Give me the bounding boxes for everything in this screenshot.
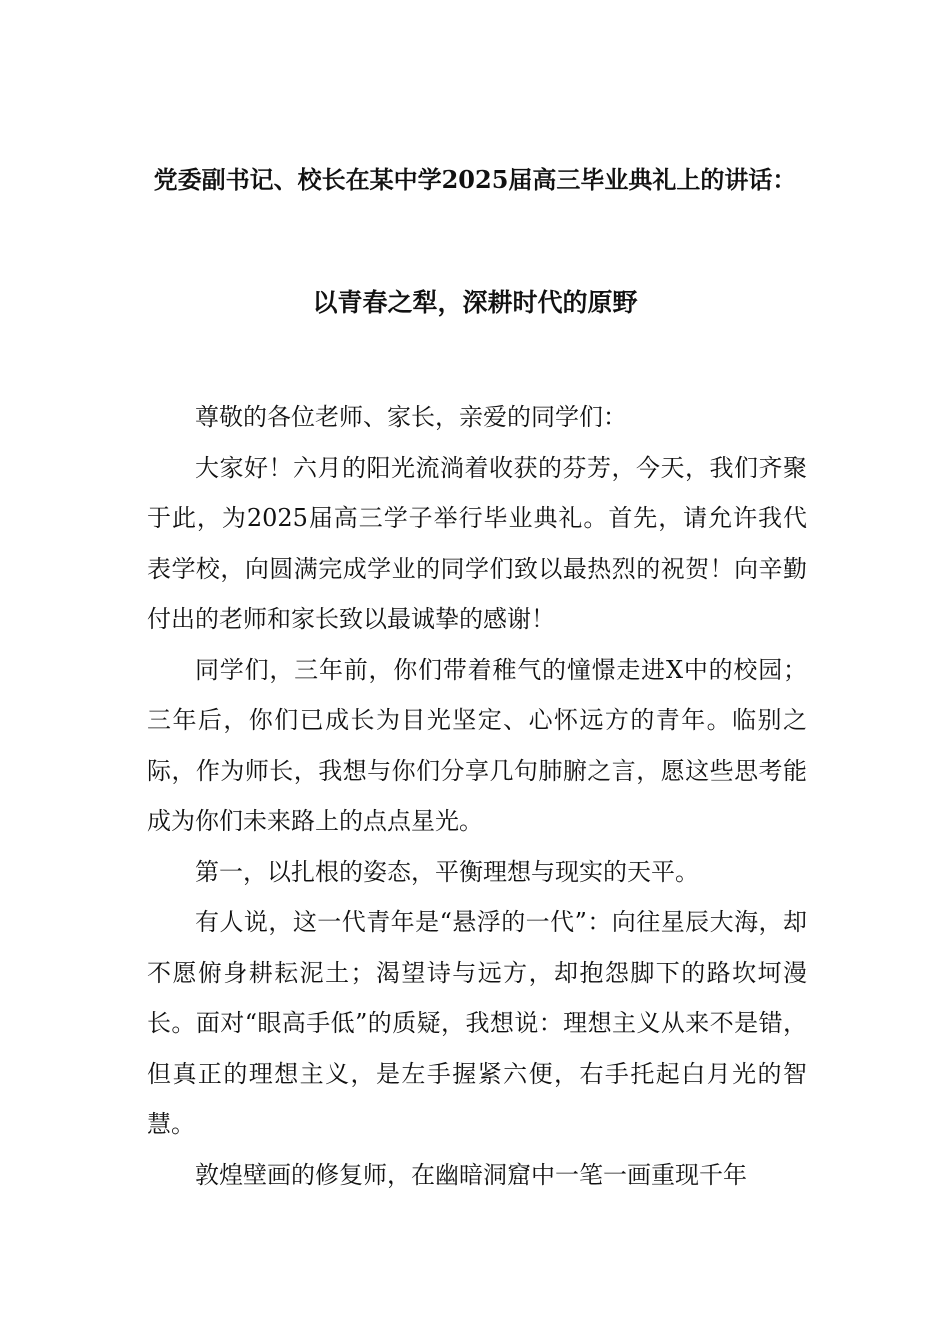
speech-body [147, 392, 807, 1200]
paragraph-dunhuang: 敦煌壁画的修复师，在幽暗洞窟中一笔一画重现千年 [195, 1160, 747, 1189]
speech-title: 党委副书记、校长在某中学2025届高三毕业典礼上的讲话： [153, 165, 797, 194]
paragraph-idealism: 有人说，这一代青年是“悬浮的一代”：向往星辰大海，却不愿俯身耕耘泥土；渴望诗与远方，却抱怨脚下的路坎坷漫长。面对“眼高手低”的质疑，我想说：理想主义从来不是错，但真正的理想主义，是左手握紧六便，右手托起白月光的智慧。 [147, 908, 807, 1138]
speech-subtitle: 以青春之犁，深耕时代的原野 [312, 288, 638, 317]
paragraph-greeting: 尊敬的各位老师、家长，亲爱的同学们： [195, 403, 627, 431]
paragraph-reflection: 同学们，三年前，你们带着稚气的憧憬走进X中的校园；三年后，你们已成长为目光坚定、心怀远方的青年。临别之际，作为师长，我想与你们分享几句肺腑之言，愿这些思考能成为你们未来路上的点点星光。 [147, 655, 807, 835]
paragraph-opening: 大家好！六月的阳光流淌着收获的芬芳，今天，我们齐聚于此，为2025届高三学子举行毕业典礼。首先，请允许我代表学校，向圆满完成学业的同学们致以最热烈的祝贺！向辛勤付出的老师和家长致以最诚挚的感谢！ [147, 453, 807, 633]
paragraph-point-one-heading: 第一，以扎根的姿态，平衡理想与现实的天平。 [195, 857, 699, 886]
